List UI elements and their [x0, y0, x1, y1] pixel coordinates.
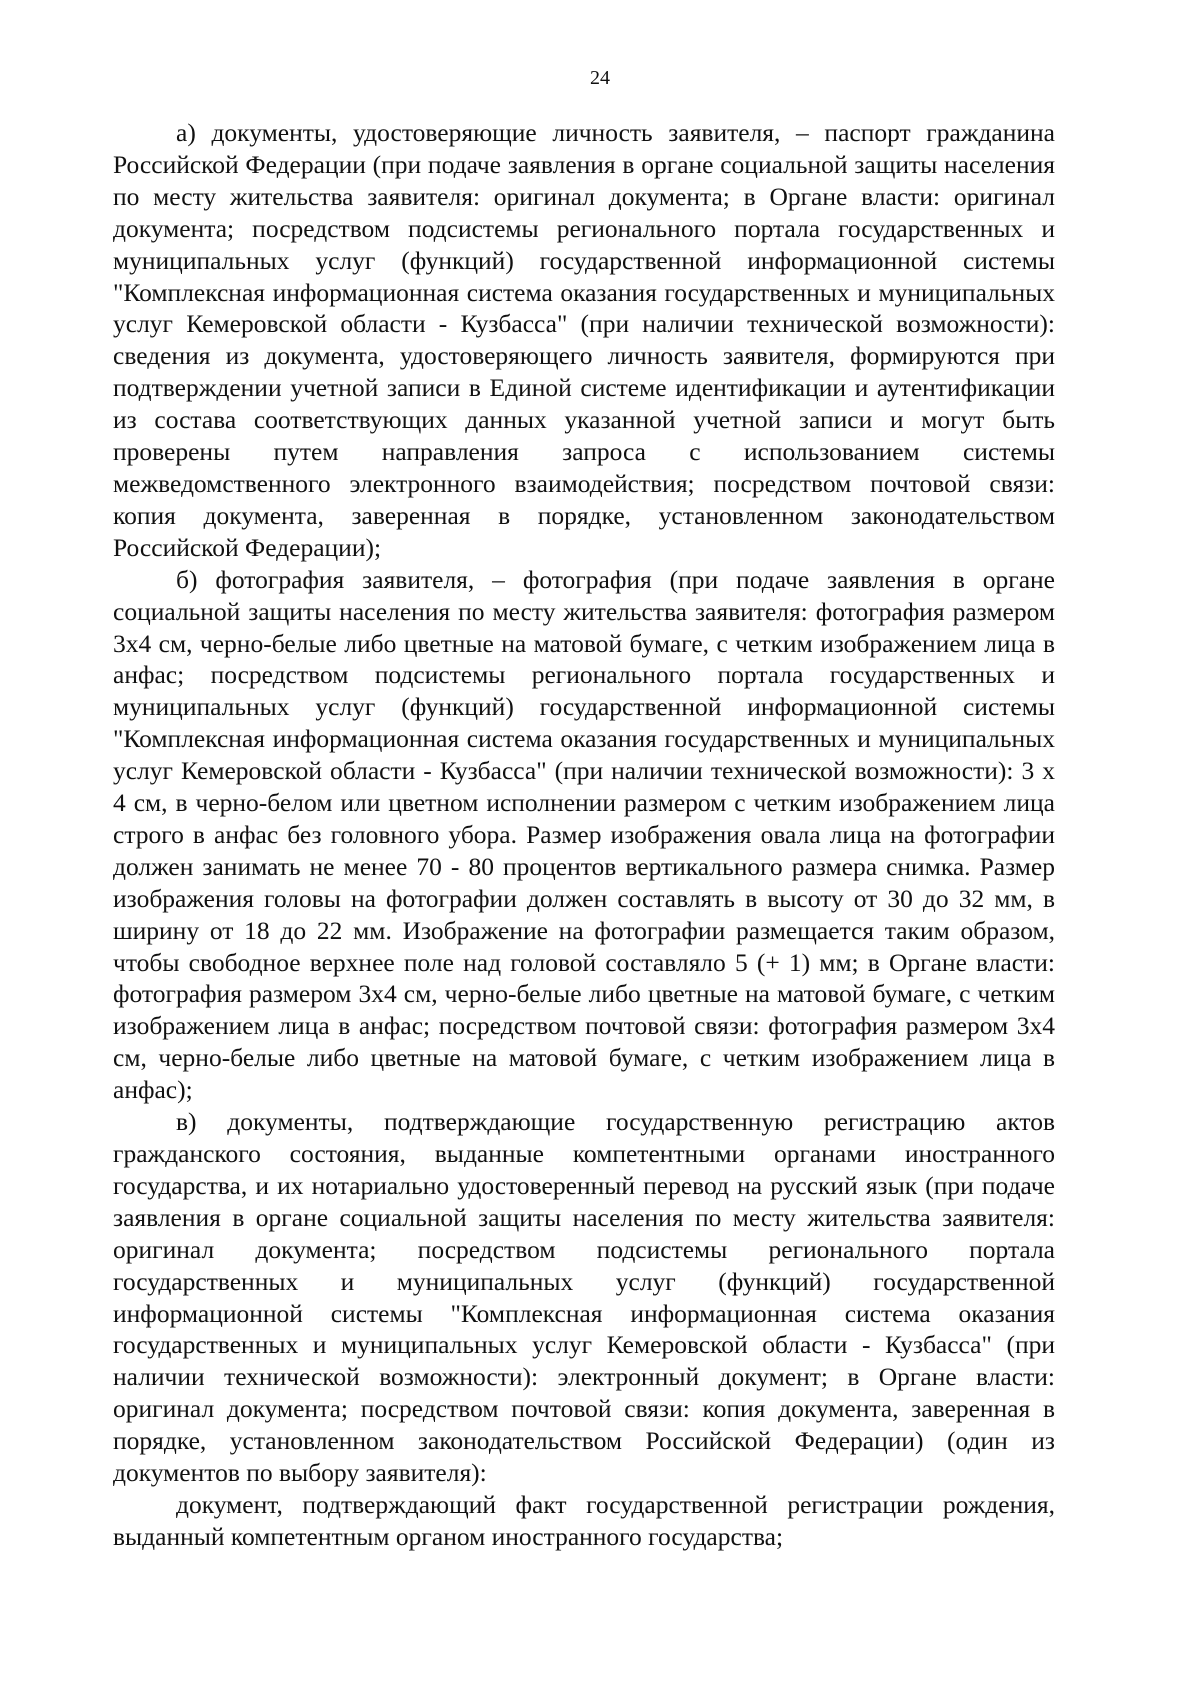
page-number: 24 — [590, 67, 610, 89]
paragraph-v-civil-status-documents: в) документы, подтверждающие государственную регистрацию актов гражданского состояния, выданные компетентными органами иностранного государства, и их нотариально удостоверенный перевод на русский язык (при подаче заявления в органе социальной защиты населения по месту жительства заявителя: оригинал документа; посредством подсистемы регионального портала государственных и муниципальных услуг (функций) государственной информационной системы "Комплексная информационная система оказания государственных и муниципальных услуг Кемеровской области - Кузбасса" (при наличии технической возможности): электронный документ; в Органе власти: оригинал документа; посредством почтовой связи: копия документа, заверенная в порядке, установленном законодательством Российской Федерации) (один из документов по выбору заявителя): — [113, 1107, 1055, 1488]
document-body — [113, 117, 1055, 1553]
paragraph-birth-registration-document: документ, подтверждающий факт государственной регистрации рождения, выданный компетентным органом иностранного государства; — [113, 1489, 1055, 1551]
paragraph-b-photograph: б) фотография заявителя, – фотография (при подаче заявления в органе социальной защиты населения по месту жительства заявителя: фотография размером 3х4 см, черно-белые либо цветные на матовой бумаге, с четким изображением лица в анфас; посредством подсистемы регионального портала государственных и муниципальных услуг (функций) государственной информационной системы "Комплексная информационная система оказания государственных и муниципальных услуг Кемеровской области - Кузбасса" (при наличии технической возможности): 3 х 4 см, в черно-белом или цветном исполнении размером с четким изображением лица строго в анфас без головного убора. Размер изображения овала лица на фотографии должен занимать не менее 70 - 80 процентов вертикального размера снимка. Размер изображения головы на фотографии должен составлять в высоту от 30 до 32 мм, в ширину от 18 до 22 мм. Изображение на фотографии размещается таким образом, чтобы свободное верхнее поле над головой составляло 5 (+ 1) мм; в Органе власти: фотография размером 3х4 см, черно-белые либо цветные на матовой бумаге, с четким изображением лица в анфас; посредством почтовой связи: фотография размером 3х4 см, черно-белые либо цветные на матовой бумаге, с четким изображением лица в анфас); — [113, 564, 1055, 1105]
paragraph-a-identity-documents: а) документы, удостоверяющие личность заявителя, – паспорт гражданина Российской Федерации (при подаче заявления в органе социальной защиты населения по месту жительства заявителя: оригинал документа; в Органе власти: оригинал документа; посредством подсистемы регионального портала государственных и муниципальных услуг (функций) государственной информационной системы "Комплексная информационная система оказания государственных и муниципальных услуг Кемеровской области - Кузбасса" (при наличии технической возможности): сведения из документа, удостоверяющего личность заявителя, формируются при подтверждении учетной записи в Единой системе идентификации и аутентификации из состава соответствующих данных указанной учетной записи и могут быть проверены путем направления запроса с использованием системы межведомственного электронного взаимодействия; посредством почтовой связи: копия документа, заверенная в порядке, установленном законодательством Российской Федерации); — [113, 118, 1055, 562]
